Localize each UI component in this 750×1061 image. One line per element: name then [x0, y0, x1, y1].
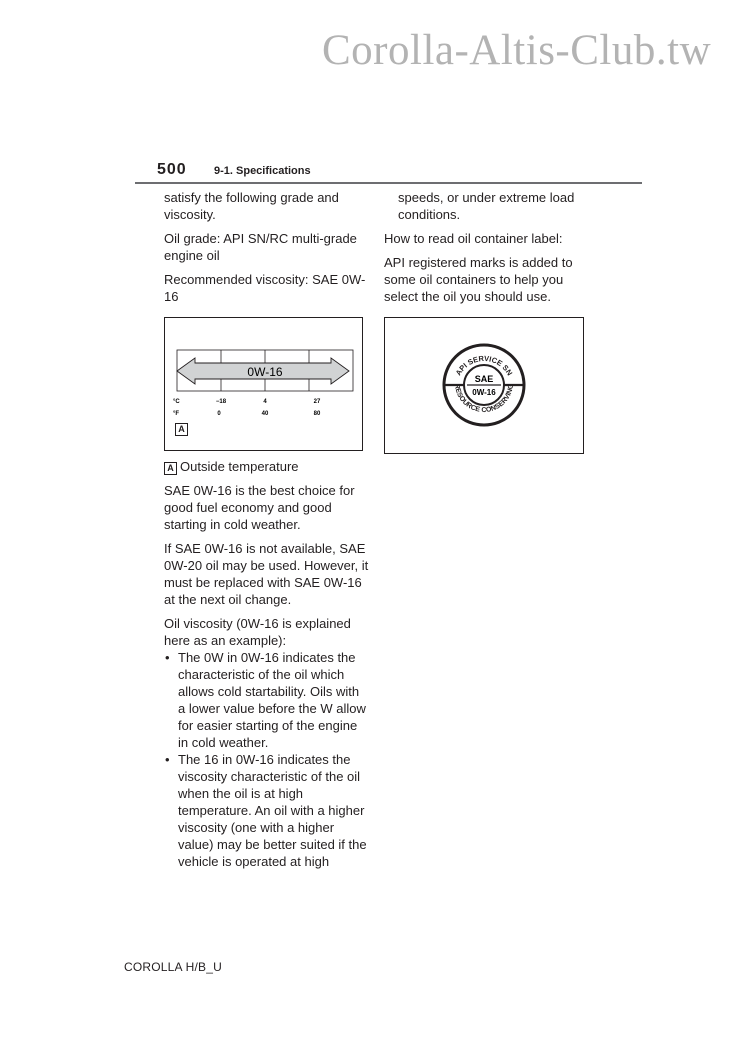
f-tick-2: 40 [261, 411, 269, 417]
arrow-label: 0W-16 [247, 365, 283, 379]
paragraph-alternative-oil: If SAE 0W-16 is not available, SAE 0W-20 oil may be used. However, it must be replaced with SAE 0W-16 at the next oil change. [164, 541, 369, 607]
paragraph-viscosity-explained: Oil viscosity (0W-16 is explained here as an example): [164, 616, 351, 648]
bullet-item: • The 0W in 0W-16 indicates the characteristic of the oil which allows cold startability. Oils with a lower value before the W allow for easier starting of the engine in cold weather. [164, 649, 369, 751]
paragraph-grade-intro: satisfy the following grade and viscosity. [164, 190, 339, 222]
center-grade: 0W-16 [472, 388, 496, 397]
arc-bottom-text: RESOURCE CONSERVING [452, 383, 516, 415]
callout-a-box: A [175, 423, 188, 436]
legend-text: Outside temperature [180, 459, 299, 474]
f-tick-1: 0 [217, 411, 221, 417]
paragraph-container-label: How to read oil container label: [384, 231, 563, 246]
paragraph-best-choice: SAE 0W-16 is the best choice for good fuel economy and good starting in cold weather. [164, 483, 355, 532]
left-column [164, 189, 369, 870]
viscosity-bullets [164, 649, 369, 870]
c-tick-1: −18 [215, 399, 227, 405]
viscosity-temperature-figure [164, 317, 363, 451]
footer-model: COROLLA H/B_U [124, 960, 222, 974]
api-donut-symbol [385, 318, 583, 453]
page-number: 500 [157, 161, 187, 178]
paragraph-oil-grade: Oil grade: API SN/RC multi-grade engine oil [164, 231, 357, 263]
c-tick-2: 4 [263, 399, 267, 405]
api-service-symbol-figure [384, 317, 584, 454]
watermark: Corolla-Altis-Club.tw [322, 27, 712, 74]
bullet-item: • The 16 in 0W-16 indicates the viscosity characteristic of the oil when the oil is at high temperature. An oil with a higher viscosity (one with a higher value) may be better suited if the vehicle is operated at high [164, 751, 369, 870]
legend-outside-temperature [164, 458, 369, 475]
f-tick-3: 80 [313, 411, 321, 417]
legend-a-box: A [164, 462, 177, 475]
right-column [384, 189, 589, 461]
arc-top-text: API SERVICE SN [453, 353, 515, 378]
section-title: 9-1. Specifications [214, 165, 311, 177]
center-sae: SAE [474, 374, 494, 384]
c-tick-3: 27 [313, 399, 321, 405]
paragraph-api-marks: API registered marks is added to some oil containers to help you select the oil you should use. [384, 255, 573, 304]
header-rule [135, 182, 642, 184]
paragraph-recommended-viscosity: Recommended viscosity: SAE 0W-16 [164, 272, 366, 304]
fahrenheit-unit: °F [173, 411, 180, 417]
viscosity-chart-graphic [165, 318, 362, 450]
paragraph-continued: speeds, or under extreme load conditions. [398, 190, 575, 222]
celsius-unit: °C [173, 399, 180, 405]
